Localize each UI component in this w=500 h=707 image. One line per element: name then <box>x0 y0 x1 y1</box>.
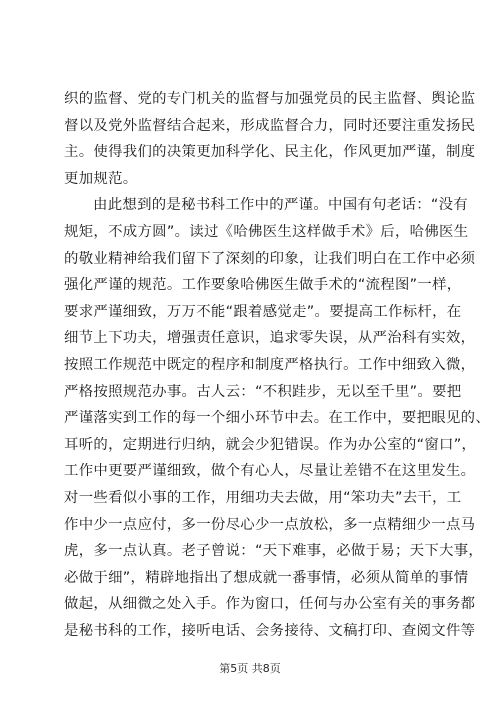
text-line: 工作中更要严谨细致，做个有心人，尽量让差错不在这里发生。 <box>64 463 476 480</box>
text-line: 做起，从细微之处入手。作为窗口，任何与办公室有关的事务都 <box>64 596 476 613</box>
text-line: 必做于细”，精辟地指出了想成就一番事情，必须从简单的事情 <box>64 569 469 586</box>
text-line: 规矩，不成方圆”。读过《哈佛医生这样做手术》后，哈佛医生 <box>64 223 469 240</box>
text-line: 细节上下功夫，增强责任意识，追求零失误，从严治科有实效， <box>64 330 476 347</box>
text-line: 虎，多一点认真。老子曾说：“天下难事，必做于易；天下大事， <box>64 543 484 560</box>
text-line: 按照工作规范中既定的程序和制度严格执行。工作中细致入微， <box>64 356 476 373</box>
text-line: 督以及党外监督结合起来，形成监督合力，同时还要注重发扬民 <box>64 117 476 134</box>
body-text <box>64 86 491 644</box>
text-line: 对一些看似小事的工作，用细功夫去做，用“笨功夫”去干，工 <box>64 489 462 506</box>
page-footer: 第5页 共8页 <box>219 662 281 675</box>
text-line: 主。使得我们的决策更加科学化、民主化，作风更加严谨，制度 <box>64 144 476 161</box>
text-line: 强化严谨的规范。工作要象哈佛医生做手术的“流程图”一样， <box>64 277 462 294</box>
text-line: 的敬业精神给我们留下了深刻的印象，让我们明白在工作中必须 <box>64 250 476 267</box>
text-line: 织的监督、党的专门机关的监督与加强党员的民主监督、舆论监 <box>64 91 476 107</box>
text-line: 更加规范。 <box>64 170 138 187</box>
text-line: 要求严谨细致，万万不能“跟着感觉走”。要提高工作标杆，在 <box>64 303 462 320</box>
paragraph-start-line: 由此想到的是秘书科工作中的严谨。中国有句老话：“没有 <box>93 197 469 214</box>
text-line: 耳听的，定期进行归纳，就会少犯错误。作为办公室的“窗口”， <box>64 436 477 453</box>
text-line: 作中少一点应付，多一份尽心少一点放松，多一点精细少一点马 <box>64 516 476 533</box>
text-line: 严格按照规范办事。古人云：“不积跬步，无以至千里”。要把 <box>64 383 462 400</box>
text-line: 是秘书科的工作，接听电话、会务接待、文稿打印、查阅文件等 <box>64 622 476 639</box>
text-line: 严谨落实到工作的每一个细小环节中去。在工作中，要把眼见的、 <box>64 410 491 427</box>
